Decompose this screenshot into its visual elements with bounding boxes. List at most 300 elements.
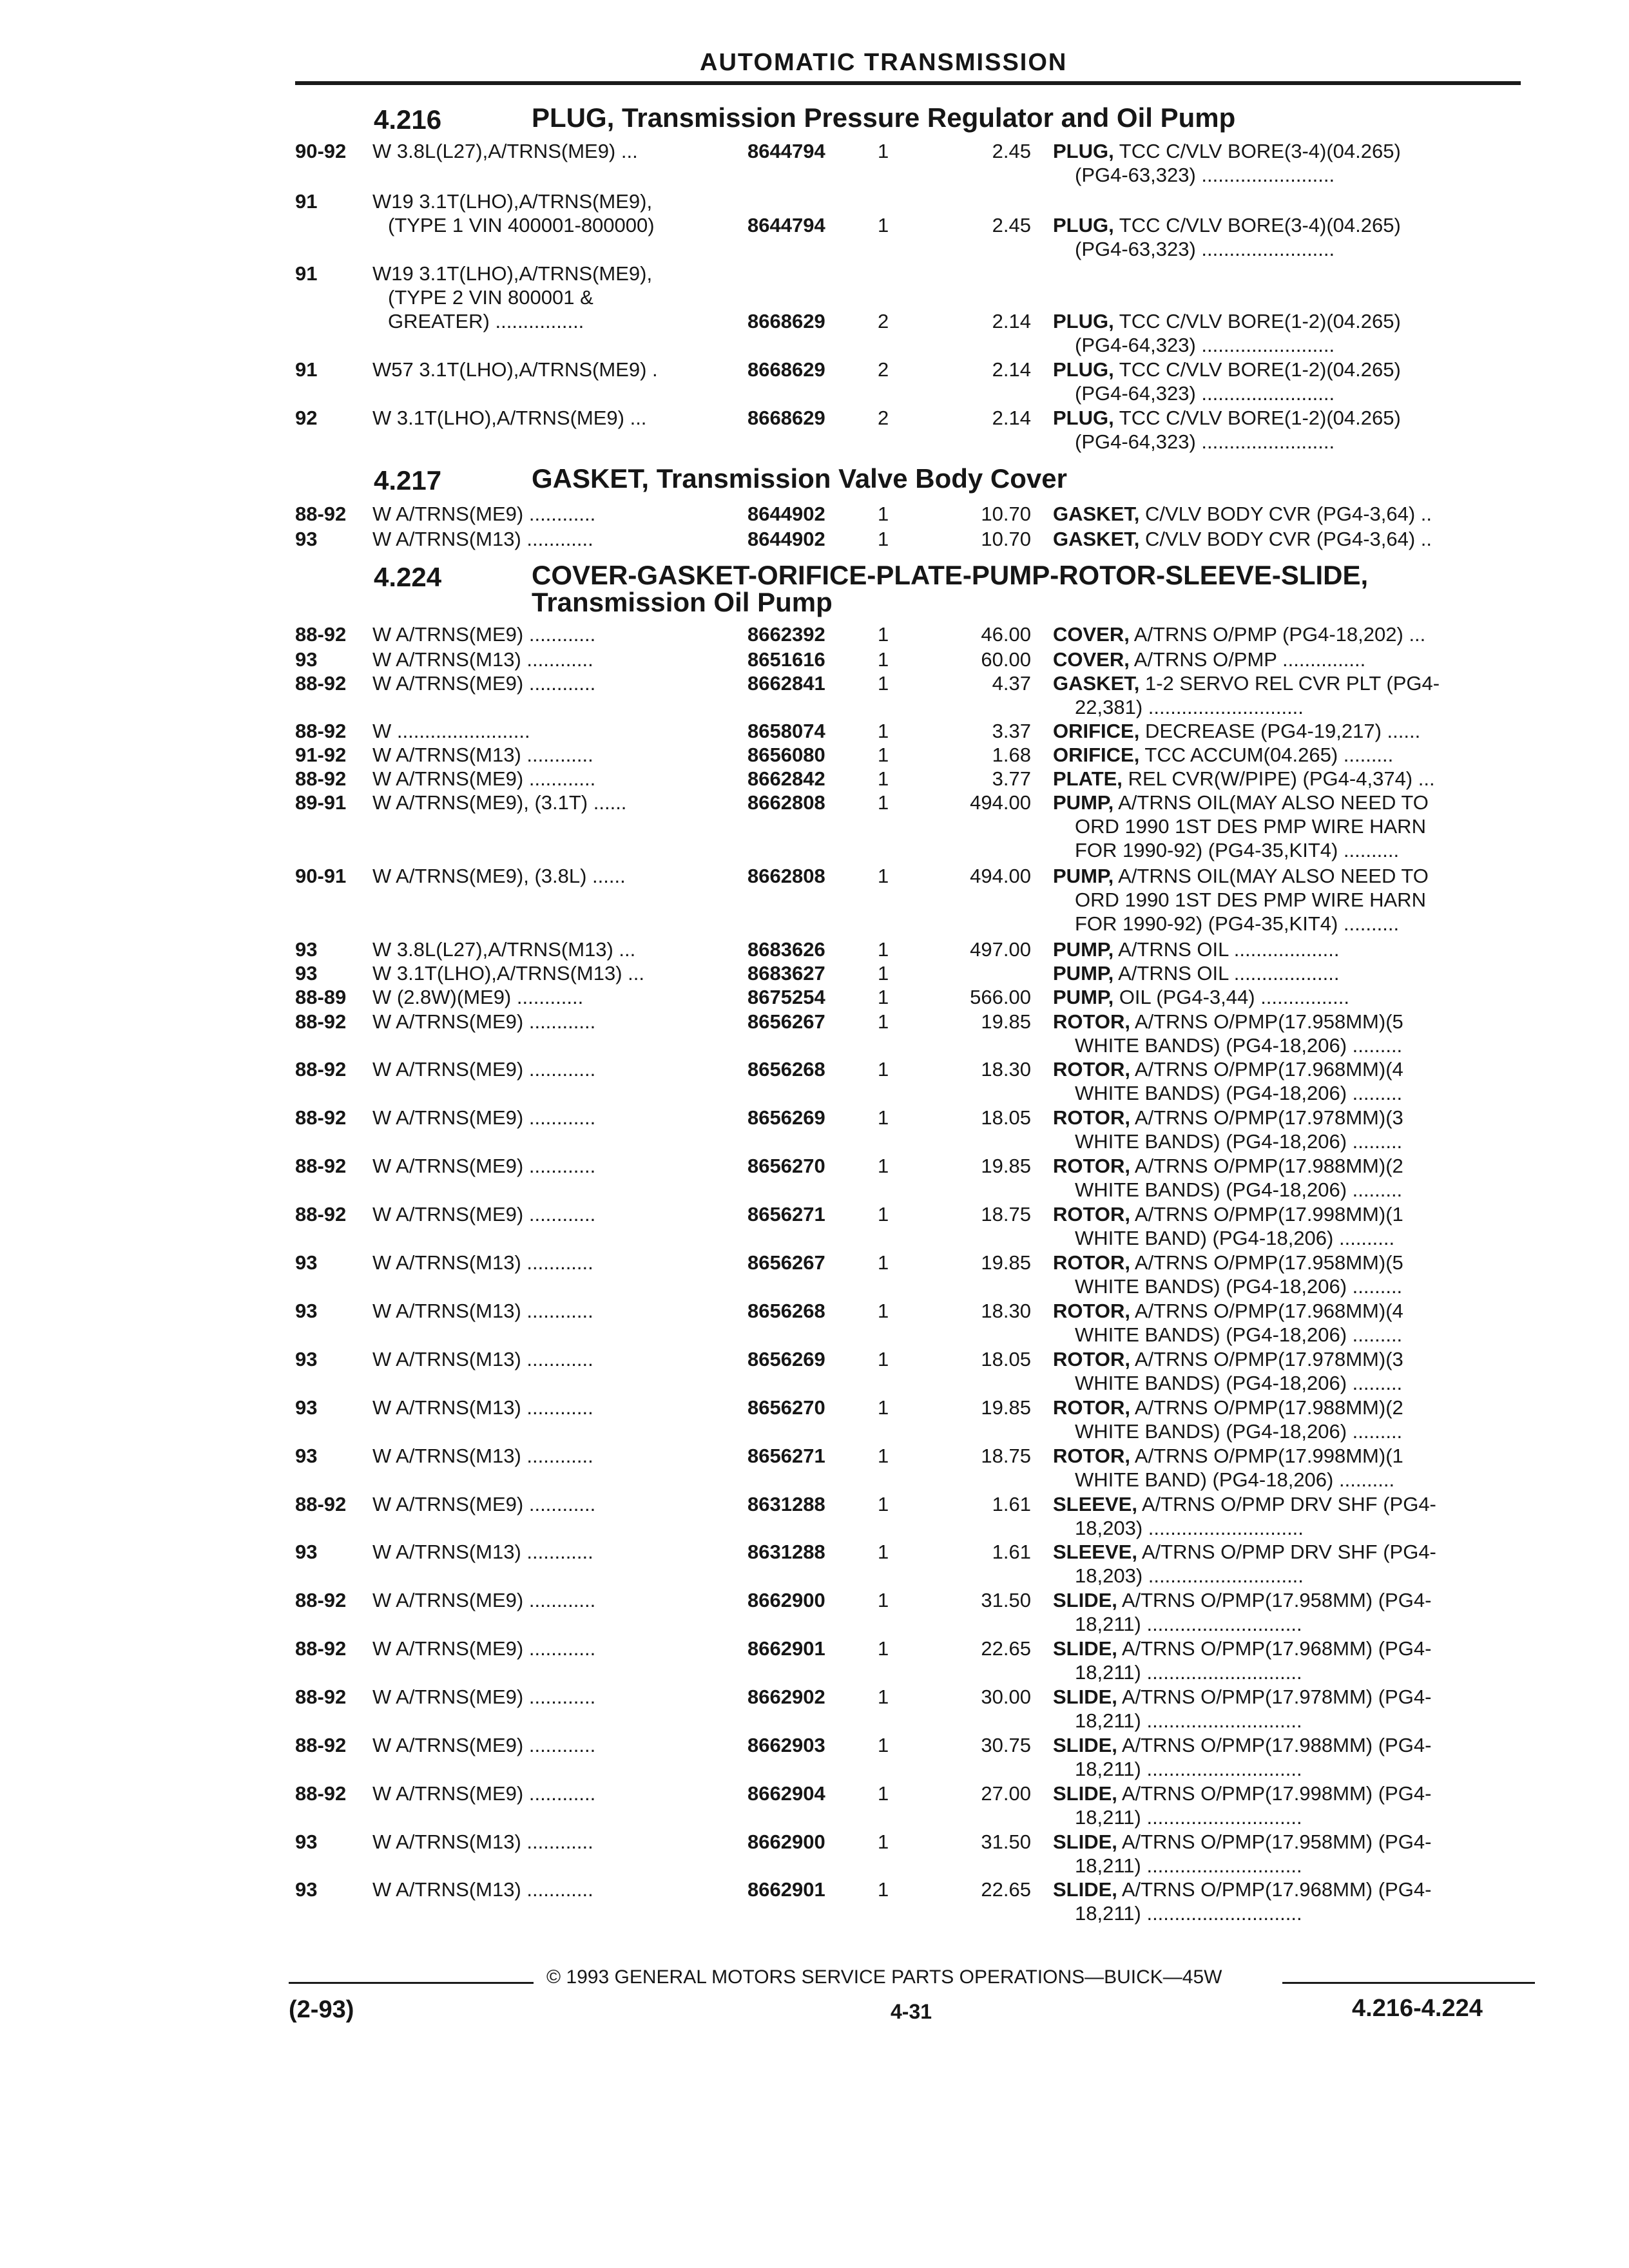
part-name: SLIDE, (1053, 1831, 1117, 1853)
model-year: 88-92 (295, 1106, 347, 1129)
description-text: A/TRNS O/PMP(17.978MM)(3 (1134, 1348, 1403, 1370)
price: 18.05 (981, 1106, 1031, 1129)
description-line (1053, 1444, 1530, 1468)
model-year: 91 (295, 262, 318, 285)
application-line: W A/TRNS(ME9) ............ (372, 1155, 596, 1177)
application (372, 1733, 715, 1757)
description-text: FOR 1990-92) (PG4-35,KIT4) .......... (1075, 839, 1400, 861)
price: 2.14 (992, 358, 1031, 381)
description-line (1053, 1419, 1530, 1443)
description-line (1053, 671, 1530, 695)
description-line (1053, 1057, 1530, 1081)
description-line (1053, 743, 1530, 767)
description-text: 18,211) ............................ (1075, 1854, 1302, 1877)
application (372, 1299, 715, 1323)
part-description (1053, 1588, 1530, 1636)
description-text: A/TRNS O/PMP(17.978MM) (PG4- (1121, 1686, 1432, 1708)
part-description (1053, 743, 1530, 767)
part-name: PLUG, (1053, 214, 1114, 236)
quantity: 1 (878, 1734, 889, 1756)
part-description (1053, 213, 1530, 261)
part-description (1053, 1251, 1530, 1298)
part-description (1053, 358, 1530, 405)
quantity: 1 (878, 1251, 889, 1274)
description-text: A/TRNS O/PMP (PG4-18,202) ... (1133, 623, 1426, 646)
part-number: 8651616 (747, 648, 825, 671)
model-year: 93 (295, 1831, 318, 1853)
application-line: W A/TRNS(M13) ............ (372, 528, 593, 550)
application (372, 671, 715, 695)
application-line: W A/TRNS(ME9) ............ (372, 1106, 596, 1129)
description-text: A/TRNS O/PMP(17.958MM) (PG4- (1121, 1589, 1432, 1611)
part-name: PUMP, (1053, 791, 1114, 814)
description-text: A/TRNS OIL(MAY ALSO NEED TO (1118, 865, 1429, 887)
application-line: W A/TRNS(ME9) ............ (372, 623, 596, 646)
description-text: A/TRNS O/PMP(17.968MM) (PG4- (1121, 1878, 1432, 1901)
part-number: 8683627 (747, 962, 825, 985)
quantity: 1 (878, 791, 889, 814)
page-header: AUTOMATIC TRANSMISSION (700, 49, 1068, 76)
part-number: 8644794 (747, 140, 825, 162)
description-text: A/TRNS O/PMP(17.998MM)(1 (1134, 1445, 1403, 1467)
description-line (1053, 1588, 1530, 1612)
description-text: TCC C/VLV BORE(1-2)(04.265) (1119, 407, 1401, 429)
application-line: W A/TRNS(ME9) ............ (372, 1589, 596, 1611)
price: 2.14 (992, 310, 1031, 332)
application-line: W A/TRNS(ME9), (3.8L) ...... (372, 865, 626, 887)
part-name: ORIFICE, (1053, 744, 1140, 766)
description-text: TCC ACCUM(04.265) ......... (1144, 744, 1394, 766)
model-year: 93 (295, 1348, 318, 1370)
description-line (1053, 719, 1530, 743)
part-name: PUMP, (1053, 962, 1114, 985)
model-year: 88-92 (295, 1493, 347, 1515)
description-line (1053, 1468, 1530, 1492)
part-number: 8662842 (747, 767, 825, 790)
description-text: ORD 1990 1ST DES PMP WIRE HARN (1075, 815, 1426, 838)
part-description (1053, 864, 1530, 936)
price: 2.14 (992, 407, 1031, 429)
description-line (1053, 1274, 1530, 1298)
part-name: ROTOR, (1053, 1251, 1130, 1274)
part-name: PLUG, (1053, 407, 1114, 429)
section-heading-line: PLUG, Transmission Pressure Regulator and Oil Pump (532, 102, 1236, 133)
description-text: A/TRNS O/PMP(17.998MM) (PG4- (1121, 1782, 1432, 1805)
description-text: 18,211) ............................ (1075, 1806, 1302, 1829)
description-text: (PG4-63,323) ........................ (1075, 238, 1335, 260)
model-year: 88-92 (295, 1155, 347, 1177)
part-description (1053, 1540, 1530, 1588)
part-number: 8668629 (747, 407, 825, 429)
part-name: ROTOR, (1053, 1106, 1130, 1129)
quantity: 1 (878, 1010, 889, 1033)
part-number: 8631288 (747, 1541, 825, 1563)
part-description (1053, 767, 1530, 791)
quantity: 1 (878, 1831, 889, 1853)
application (372, 1492, 715, 1516)
application-line: W A/TRNS(M13) ............ (372, 1445, 593, 1467)
part-description (1053, 937, 1530, 961)
description-line (1053, 1805, 1530, 1829)
application-line: W A/TRNS(ME9) ............ (372, 1734, 596, 1756)
part-description (1053, 648, 1530, 671)
part-number: 8658074 (747, 720, 825, 742)
quantity: 1 (878, 1300, 889, 1322)
model-year: 93 (295, 1396, 318, 1419)
part-number: 8662900 (747, 1589, 825, 1611)
description-text: A/TRNS O/PMP(17.958MM)(5 (1134, 1010, 1403, 1033)
application (372, 648, 715, 671)
description-line (1053, 1660, 1530, 1684)
application-line: W A/TRNS(M13) ............ (372, 648, 593, 671)
description-line (1053, 838, 1530, 862)
price: 10.70 (981, 503, 1031, 525)
description-text: 18,203) ............................ (1075, 1564, 1304, 1587)
description-line (1053, 213, 1530, 237)
description-text: 22,381) ............................ (1075, 696, 1304, 718)
part-name: ROTOR, (1053, 1300, 1130, 1322)
application (372, 1106, 715, 1129)
part-name: ROTOR, (1053, 1445, 1130, 1467)
description-line (1053, 1154, 1530, 1178)
quantity: 1 (878, 1106, 889, 1129)
application-line: W A/TRNS(ME9) ............ (372, 1686, 596, 1708)
quantity: 1 (878, 865, 889, 887)
section-heading-line: COVER-GASKET-ORIFICE-PLATE-PUMP-ROTOR-SLEEVE-SLIDE, (532, 560, 1369, 590)
description-line (1053, 358, 1530, 381)
description-line (1053, 814, 1530, 838)
description-text: DECREASE (PG4-19,217) ...... (1144, 720, 1421, 742)
model-year: 88-92 (295, 1782, 347, 1805)
application-line: W19 3.1T(LHO),A/TRNS(ME9), (372, 262, 653, 285)
quantity: 1 (878, 1589, 889, 1611)
description-line (1053, 1347, 1530, 1371)
price: 18.75 (981, 1445, 1031, 1467)
model-year: 88-92 (295, 503, 347, 525)
description-text: 18,211) ............................ (1075, 1661, 1302, 1684)
application (372, 1588, 715, 1612)
quantity: 1 (878, 1058, 889, 1081)
model-year: 93 (295, 938, 318, 961)
model-year: 88-92 (295, 623, 347, 646)
description-line (1053, 1033, 1530, 1057)
part-description (1053, 1106, 1530, 1153)
description-line (1053, 622, 1530, 646)
application (372, 502, 715, 526)
description-text: A/TRNS O/PMP DRV SHF (PG4- (1141, 1541, 1436, 1563)
quantity: 1 (878, 1445, 889, 1467)
part-number: 8668629 (747, 358, 825, 381)
part-name: SLEEVE, (1053, 1493, 1137, 1515)
part-number: 8656270 (747, 1396, 825, 1419)
description-line (1053, 1251, 1530, 1274)
description-text: WHITE BANDS) (PG4-18,206) ......... (1075, 1034, 1403, 1057)
application-line: W A/TRNS(ME9) ............ (372, 767, 596, 790)
part-name: ROTOR, (1053, 1348, 1130, 1370)
part-description (1053, 309, 1530, 357)
description-text: A/TRNS OIL ................... (1118, 938, 1340, 961)
model-year: 88-92 (295, 672, 347, 695)
price: 30.75 (981, 1734, 1031, 1756)
part-description (1053, 527, 1530, 551)
description-line (1053, 1564, 1530, 1588)
application-line: (TYPE 1 VIN 400001-800000) (388, 214, 655, 236)
description-text: WHITE BANDS) (PG4-18,206) ......... (1075, 1275, 1403, 1298)
part-description (1053, 1685, 1530, 1733)
price: 19.85 (981, 1010, 1031, 1033)
description-text: TCC C/VLV BORE(3-4)(04.265) (1119, 214, 1401, 236)
part-name: SLIDE, (1053, 1686, 1117, 1708)
part-description (1053, 1878, 1530, 1925)
footer-copyright: © 1993 GENERAL MOTORS SERVICE PARTS OPERATIONS—BUICK—45W (546, 1966, 1222, 1988)
application (372, 937, 715, 961)
model-year: 88-92 (295, 1010, 347, 1033)
description-text: WHITE BANDS) (PG4-18,206) ......... (1075, 1372, 1403, 1394)
part-number: 8662841 (747, 672, 825, 695)
part-description (1053, 985, 1530, 1009)
model-year: 88-92 (295, 720, 347, 742)
price: 2.45 (992, 214, 1031, 236)
application-line: W A/TRNS(ME9) ............ (372, 1493, 596, 1515)
part-number: 8644902 (747, 528, 825, 550)
footer-rule-left (289, 1982, 534, 1984)
part-number: 8662903 (747, 1734, 825, 1756)
part-description (1053, 1154, 1530, 1202)
part-description (1053, 719, 1530, 743)
application (372, 1830, 715, 1854)
description-text: 18,211) ............................ (1075, 1709, 1302, 1732)
description-line (1053, 163, 1530, 187)
model-year: 93 (295, 528, 318, 550)
price: 18.30 (981, 1058, 1031, 1081)
part-name: SLIDE, (1053, 1878, 1117, 1901)
application (372, 262, 715, 333)
quantity: 1 (878, 672, 889, 695)
part-name: COVER, (1053, 648, 1130, 671)
part-number: 8644902 (747, 503, 825, 525)
part-name: GASKET, (1053, 503, 1140, 525)
part-description (1053, 1782, 1530, 1829)
application-line: W (2.8W)(ME9) ............ (372, 986, 584, 1008)
description-line (1053, 1733, 1530, 1757)
application-line: W A/TRNS(ME9) ............ (372, 1058, 596, 1081)
description-text: (PG4-64,323) ........................ (1075, 430, 1335, 453)
application-line: W A/TRNS(M13) ............ (372, 1396, 593, 1419)
description-line (1053, 961, 1530, 985)
part-name: SLIDE, (1053, 1734, 1117, 1756)
part-number: 8683626 (747, 938, 825, 961)
price: 10.70 (981, 528, 1031, 550)
description-text: (PG4-63,323) ........................ (1075, 164, 1335, 186)
quantity: 1 (878, 1878, 889, 1901)
part-description (1053, 1299, 1530, 1347)
quantity: 1 (878, 1541, 889, 1563)
application (372, 1057, 715, 1081)
description-text: TCC C/VLV BORE(3-4)(04.265) (1119, 140, 1401, 162)
part-name: ROTOR, (1053, 1010, 1130, 1033)
description-text: WHITE BANDS) (PG4-18,206) ......... (1075, 1130, 1403, 1153)
model-year: 88-89 (295, 986, 347, 1008)
section-number: 4.216 (374, 104, 442, 135)
part-number: 8656267 (747, 1251, 825, 1274)
description-line (1053, 1878, 1530, 1901)
description-text: WHITE BAND) (PG4-18,206) .......... (1075, 1227, 1395, 1249)
application (372, 743, 715, 767)
description-text: WHITE BANDS) (PG4-18,206) ......... (1075, 1420, 1403, 1443)
application-line: W A/TRNS(ME9), (3.1T) ...... (372, 791, 627, 814)
price: 22.65 (981, 1637, 1031, 1660)
description-text: TCC C/VLV BORE(1-2)(04.265) (1119, 310, 1401, 332)
part-description (1053, 622, 1530, 646)
application-line: W A/TRNS(M13) ............ (372, 744, 593, 766)
price: 2.45 (992, 140, 1031, 162)
application-line: W A/TRNS(M13) ............ (372, 1541, 593, 1563)
description-line (1053, 648, 1530, 671)
application (372, 1347, 715, 1371)
price: 60.00 (981, 648, 1031, 671)
part-number: 8662901 (747, 1637, 825, 1660)
quantity: 2 (878, 407, 889, 429)
part-number: 8631288 (747, 1493, 825, 1515)
model-year: 92 (295, 407, 318, 429)
quantity: 1 (878, 1396, 889, 1419)
description-line (1053, 237, 1530, 261)
application-line: W 3.8L(L27),A/TRNS(ME9) ... (372, 140, 638, 162)
description-text: ORD 1990 1ST DES PMP WIRE HARN (1075, 889, 1426, 911)
part-number: 8656268 (747, 1058, 825, 1081)
application-line: W19 3.1T(LHO),A/TRNS(ME9), (372, 190, 653, 213)
price: 19.85 (981, 1396, 1031, 1419)
description-line (1053, 864, 1530, 888)
quantity: 1 (878, 214, 889, 236)
section-heading-line: GASKET, Transmission Valve Body Cover (532, 463, 1067, 494)
part-number: 8656270 (747, 1155, 825, 1177)
description-text: A/TRNS O/PMP DRV SHF (PG4- (1141, 1493, 1436, 1515)
part-name: PLUG, (1053, 310, 1114, 332)
part-description (1053, 406, 1530, 454)
part-name: ROTOR, (1053, 1203, 1130, 1225)
part-number: 8656267 (747, 1010, 825, 1033)
part-description (1053, 671, 1530, 719)
application (372, 1878, 715, 1901)
description-text: 18,203) ............................ (1075, 1517, 1304, 1539)
part-number: 8675254 (747, 986, 825, 1008)
description-line (1053, 1854, 1530, 1878)
application (372, 1251, 715, 1274)
part-description (1053, 961, 1530, 985)
quantity: 1 (878, 1203, 889, 1225)
description-text: (PG4-64,323) ........................ (1075, 382, 1335, 405)
price: 18.75 (981, 1203, 1031, 1225)
part-number: 8656271 (747, 1203, 825, 1225)
description-line (1053, 695, 1530, 719)
model-year: 93 (295, 1878, 318, 1901)
part-name: ORIFICE, (1053, 720, 1140, 742)
description-text: 18,211) ............................ (1075, 1613, 1302, 1635)
description-text: A/TRNS O/PMP(17.978MM)(3 (1134, 1106, 1403, 1129)
description-text: (PG4-64,323) ........................ (1075, 334, 1335, 356)
application-line: W 3.8L(L27),A/TRNS(M13) ... (372, 938, 636, 961)
description-line (1053, 1830, 1530, 1854)
model-year: 88-92 (295, 1058, 347, 1081)
application-line: W57 3.1T(LHO),A/TRNS(ME9) . (372, 358, 658, 381)
price: 31.50 (981, 1831, 1031, 1853)
quantity: 1 (878, 1155, 889, 1177)
description-line (1053, 1757, 1530, 1781)
description-line (1053, 1129, 1530, 1153)
model-year: 91 (295, 190, 318, 213)
section-heading (532, 104, 1235, 131)
section-heading-line: Transmission Oil Pump (532, 587, 833, 617)
part-description (1053, 791, 1530, 862)
description-text: A/TRNS O/PMP(17.968MM)(4 (1134, 1300, 1403, 1322)
quantity: 1 (878, 1782, 889, 1805)
part-description (1053, 502, 1530, 526)
description-text: WHITE BANDS) (PG4-18,206) ......... (1075, 1323, 1403, 1346)
description-line (1053, 1010, 1530, 1033)
description-text: A/TRNS O/PMP(17.988MM)(2 (1134, 1396, 1403, 1419)
model-year: 93 (295, 962, 318, 985)
part-name: GASKET, (1053, 528, 1140, 550)
application (372, 1782, 715, 1805)
description-text: A/TRNS O/PMP(17.968MM)(4 (1134, 1058, 1403, 1081)
quantity: 1 (878, 962, 889, 985)
price: 1.61 (992, 1541, 1031, 1563)
description-line (1053, 1540, 1530, 1564)
application-line: W 3.1T(LHO),A/TRNS(M13) ... (372, 962, 644, 985)
description-text: TCC C/VLV BORE(1-2)(04.265) (1119, 358, 1401, 381)
application-line: W 3.1T(LHO),A/TRNS(ME9) ... (372, 407, 647, 429)
section-number: 4.217 (374, 465, 442, 495)
part-name: COVER, (1053, 623, 1130, 646)
description-text: C/VLV BODY CVR (PG4-3,64) .. (1144, 503, 1432, 525)
quantity: 1 (878, 1637, 889, 1660)
part-number: 8656080 (747, 744, 825, 766)
application (372, 406, 715, 430)
model-year: 90-91 (295, 865, 347, 887)
description-text: WHITE BAND) (PG4-18,206) .......... (1075, 1468, 1395, 1491)
part-name: PLUG, (1053, 140, 1114, 162)
part-name: SLIDE, (1053, 1589, 1117, 1611)
part-number: 8662901 (747, 1878, 825, 1901)
application-line: W A/TRNS(ME9) ............ (372, 1782, 596, 1805)
description-text: A/TRNS OIL(MAY ALSO NEED TO (1118, 791, 1429, 814)
description-text: C/VLV BODY CVR (PG4-3,64) .. (1144, 528, 1432, 550)
price: 18.30 (981, 1300, 1031, 1322)
application (372, 1444, 715, 1468)
price: 46.00 (981, 623, 1031, 646)
application-line: W ........................ (372, 720, 530, 742)
part-number: 8656269 (747, 1106, 825, 1129)
description-line (1053, 1782, 1530, 1805)
footer-section-range: 4.216-4.224 (1352, 1995, 1483, 2022)
quantity: 1 (878, 648, 889, 671)
quantity: 1 (878, 1686, 889, 1708)
description-line (1053, 1226, 1530, 1250)
description-line (1053, 1901, 1530, 1925)
part-name: ROTOR, (1053, 1155, 1130, 1177)
part-number: 8662900 (747, 1831, 825, 1853)
part-name: PUMP, (1053, 865, 1114, 887)
price: 27.00 (981, 1782, 1031, 1805)
description-line (1053, 1685, 1530, 1709)
description-line (1053, 1516, 1530, 1540)
application-line: GREATER) ................ (388, 310, 584, 332)
quantity: 1 (878, 1348, 889, 1370)
quantity: 2 (878, 310, 889, 332)
header-rule (295, 81, 1521, 85)
description-line (1053, 430, 1530, 454)
